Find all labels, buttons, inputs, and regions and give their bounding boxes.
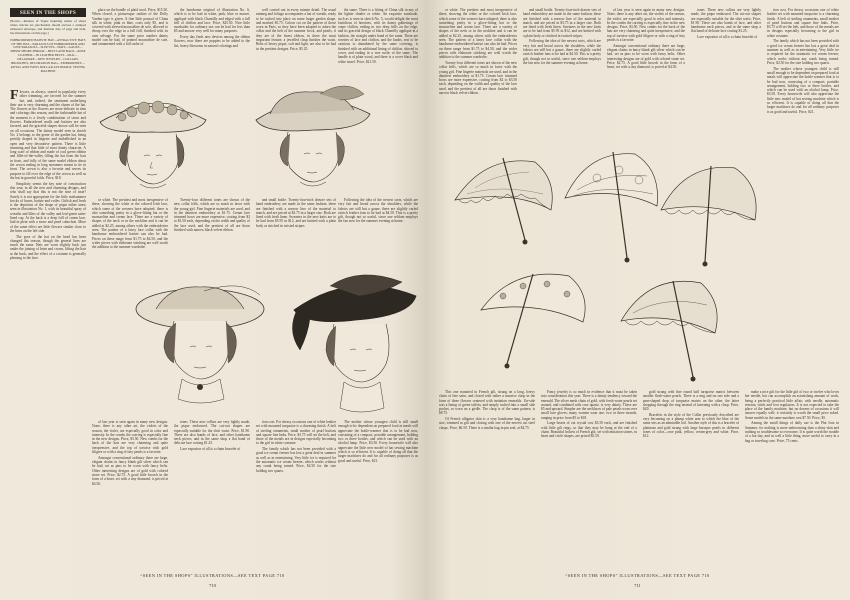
paragraph: tion cost. For dressy occasions one of white leather set with mounted turquoise is a charming finish. A belt of sterling ornaments, small mother of pearl buttons and square fine links. Price, $3.75 will set the belt, and those of the metals are in designs especially becoming to the girl in white costume. — [767, 8, 839, 38]
paragraph: place on the handle of plaid wool. Price, $15.50. When closed, a picturesque outline of the Dolly Varden type is given. A fine little parasol of China silk in white, pink or blue, costs only $5, and is covered with sleeved mousseline de soie, allowed to droop over the edge in a full frill, finished with its own selvage. For the same price another dainty model can be had, of printed mousseline de soie, and ornamented with a full ruche of — [92, 8, 168, 47]
parasol-illustration-1 — [445, 140, 565, 250]
paragraph: The mother whose youngest child is still small enough to be dependent on prepared food at meals will appreciate the bottle-warmer that is to be had now, consisting of a compact, portable arrangement, holding two or three bottles, and which can be used with an alcohol lamp. Price, $3.50. Every housewife will also appreciate the little new model of hat sewing machine which is so efficient. It is capable of doing all that the larger machines do and for all ordinary purposes is as good and useful. Price, $21. — [338, 420, 418, 463]
reader-notice: [Notice:—Readers of Vogue inquiring names of shops where articles are purchasable should enclose a stamped addressed envelope, and mention date of page and item. See illustrations on this page.] — [10, 19, 86, 35]
hat-illustration-4 — [290, 270, 420, 420]
paragraph: Lace expositor of all is a chain bracelet of — [697, 35, 758, 40]
right-column-3-top — [607, 8, 685, 128]
paragraph: Following the idea of the newest sorts, which are very fair and broad across the shoulders, while the fabrics are still but a gauze, there are slightly curled ostrich feather fans to be had at $4.50. This is a pretty gift, though not so useful, since one seldom employs the fan now for the summer evening at home. — [523, 39, 601, 65]
page-number: 710 — [209, 583, 216, 588]
right-page — [425, 0, 850, 600]
right-column-3-bottom — [643, 390, 739, 530]
paragraph: The family which has not been provided with a good ice cream freezer has lost a great deal in summer as well as in entertaining. Very little ice is required for the automatic ice cream freezer, which works without any crank being turned. Price, $2.50 for the size holding two quarts. — [767, 39, 839, 65]
paragraph: The pose of the hat on the head has been changed this season, though the general lines are much the same. Hats are worn slightly back just under the joining of brim and crown, lifting the hair at the back, and the effect of a costume is generally pleasing to the face. — [10, 234, 86, 261]
left-column-5-mid — [338, 198, 418, 278]
hat-illustration-3 — [130, 275, 270, 415]
paragraph: of last year is seen again in many new designs. None, there is any other art, the violets of the season, the violet, are especially good in color and intensity. In the combs the carving is especially fine in the new designs. Price, $3.50. New combs for the back of the hair are very charming and quite inexpensive, and the top of tortoise with gold filigree or with a ring of tiny pearls is a favorite. — [92, 420, 168, 455]
paragraph: Amongst conventional ordinary there are large, elegant chains in fancy blank gilt silver which can be had, set as pins to be worn with fancy belts. Other interesting designs are of gold with colored stone set. Price, $2.75. A good little brooch in the form of a heart, set with a tiny diamond, is priced at $4.50. — [607, 43, 685, 70]
right-column-2-top — [523, 8, 601, 128]
contents-list: EMBROIDERED BATISTE HAT—ATTRACTIVE HATS OF THE HAT—PARASOLS OF EMBROIDERED AND LINE PARASOLS—SLEEVES—HATS—GAUZE—SHEER SHORT-THROAT—BELTS AND BAGS—ROSE LEATHER—IN LEATHER BELTS—SILK—DELAWARE—NEW JEWELRY—COLLARS, BROOCHES, DECORATION BAG—EMBROIDERY—ROYAL AND SWISS DOLLAR AUTOMATIC SEWING MACHINE — [10, 37, 86, 73]
left-column-1 — [10, 90, 86, 500]
parasol-illustration-2 — [557, 140, 667, 265]
right-column-4-top — [691, 8, 761, 128]
paragraph: The family which has not been provided with a good ice cream freezer has lost a great deal in summer as well as in entertaining. Very little ice is required for the automatic ice cream freezer, which works without any crank being turned. Price, $2.50 for the size holding two quarts. — [256, 447, 336, 473]
paragraph: Simplicity seems the key note of construction this year, in all the new and charming designs, and who shall say that this is not the note of taste? Surely it is not appropriate for the little midsummer frocks of lawns, batiste and voiles. Girlish and fresh is the depiction of the shape of pique either straw seen in illustration No. 1, with its beautiful spray of wreaths and lilies of the valley and leaf-green satin-lined cap. At the back is a deep frill of cream lace, laid in pleat with a straw and pearl cabochon. More of the same effect are little flowers similar close to the brim on the left side. — [10, 181, 86, 233]
paragraph: Amongst conventional ordinary there are large, elegant chains in fancy blank gilt silver which can be had, set as pins to be worn with fancy belts. Other interesting designs are of gold with colored stone set. Price, $2.75. A good little brooch in the form of a heart, set with a tiny diamond, is priced at $4.50. — [92, 455, 168, 486]
left-column-4-bottom — [256, 420, 336, 530]
hat-illustration-1 — [92, 70, 212, 195]
paragraph: the handsome original of illustration No. 6, which is to be had in white, pink, blue or mauve, appliqué with black Chantilly and edged with a full frill of chiffon and lace. Price, $25.50. Nice little sunshades for ordinary use can be had for less than $5 and answer very well for many purposes. — [174, 8, 250, 34]
section-title-box: SEEN IN THE SHOPS — [10, 8, 86, 17]
left-column-3-top — [174, 8, 250, 68]
paragraph: Of French alligator skin is a very handsome bag, larger in size, trimmed in gilt and closing with one of the newest cut steel clasps. Price, $6.50. There is a similar bag in pin seal, at $4.75. — [439, 417, 535, 430]
paragraph: the same. There is a fitting of China silk in any of the lighter shades or white. An exquisite sunshade, such as is seen in sketch No. 5, would delight the most fastidious of heroines, with its dainty gatherings of crepe chiffon, ending in two deep frills on the edge, and its graceful design of black Chantilly appliqué in a fashion, the straight under band of the same. There are rosettes of lace and chiffon, and the knobs, rest to be cautious to abandoned by the same covering, is finished with an additional lining of chiffon, shirred to cover, and ending in a wee ruche of the same. The handle is of plain wood, and there is a cover black and white tassel. Price, $21.50. — [338, 8, 418, 64]
right-column-1-top — [439, 8, 517, 128]
left-column-2-top — [92, 8, 168, 68]
left-column-5-top — [338, 8, 418, 68]
article-intro: lowers, as always, seared in popularity every other trimming, are favored for the summer hat, and, indeed, the sentiment underlying their use is very charming and the charm of the hat. The flowers in the flowers are more delicate in tints and colorings this season, and the fashionable hat of the moment is a lovely combination of straw and flowers. Embroidered mulls and batistes are also favored, and the graceful shapes shown will be seen on all occasions. The dainty model seen in sketch No. 2 belongs to the genre of the garden hat, being prettily draped in lingerie and embellished in an open and very decorative pattern. There is little trimming and that little of most dainty character. A long scarf of ribbon and made of cool green ribbon and fillet-of-the-valley filling the hat from the hair in front, and fully of the same model ribbon about the crown ending in long streamers meant to tie in front. The crown is also a favorite and serves its purpose to fill over the edge of the crown as well as the hat in graceful folds. Price, $18. — [10, 90, 86, 180]
drop-cap: F — [10, 90, 19, 103]
hat-illustration-2 — [250, 70, 375, 195]
right-column-2-bottom — [541, 390, 637, 530]
paragraph: or white. The prettiest and most inexpensive of these, showing the white or the colored Irish lace, which some of the wearers have adopted; there is also something pretty in a glove-fitting hat or the mousseline and cream lace. There are a variety of shapes of the neck or in the neckline and it can be added at $2.25, among others with the embroideries seen. The pattern of a fancy lace collar with the handsome embroidered batiste can also be had. Prices on these range from $1.75 to $4.50, and the wider pieces with elaborate stitching are well worth the addition to the summer wardrobe. — [439, 8, 517, 60]
paragraph: Following the idea of the newest sorts, which are very fair and broad across the shoulders, while the fabrics are still but a gauze, there are slightly curled ostrich feather fans to be had at $4.50. This is a pretty gift, though not so useful, since one seldom employs the fan now for the summer evening at home. — [338, 198, 418, 224]
paragraph: The mother whose youngest child is still small enough to be dependent on prepared food at meals will appreciate the bottle-warmer that is to be had now, consisting of a compact, portable arrangement, holding two or three bottles, and which can be used with an alcohol lamp. Price, $3.50. Every housewife will also appreciate the little new model of hat sewing machine which is so efficient. It is capable of doing all that the larger machines do and for all ordinary purposes is as good and useful. Price, $21. — [767, 66, 839, 114]
section-header — [10, 8, 86, 74]
right-column-5-top — [767, 8, 839, 238]
paragraph: Fancy jewelry is so much in evidence that it must be taken into consideration this year. There is a dainty tendency toward the emerald. The silver mesh chain of gold, with fresh-water pearls set around, and combined with rose quartz, is very dainty. These are $5 and upward. Simpler are the necklaces of pale pearls worn over small lace gloves; many women wear one, two or three strands, ranging in price from $5 to $18. — [541, 390, 637, 420]
parasol-illustration-5 — [615, 265, 725, 385]
paragraph: Every day finds new devices among the ribbon flowers; now there are poppies to be added to the list, heavy blossoms in natural colorings and — [174, 35, 250, 48]
right-column-4-bottom — [745, 390, 839, 530]
paragraph: Lace expositor of all is a chain bracelet of — [180, 447, 241, 452]
illustrations-caption: “SEEN IN THE SHOPS” ILLUSTRATIONS—SEE TEXT PAGE 710 — [565, 573, 710, 578]
parasol-illustration-3 — [655, 150, 765, 270]
paragraph: make a nice gift for the little girl of two or twelve who loves her needle, but can accomplish an astonishing amount of work, being a perfectly practical little affair, with needle, automatic tension, stitch and foot regulators. It is not expected to take the place of the family machine, but on dozens of occasions it will answer equally well; it certainly is worth the small price asked. Some models in the same machine cost $7.50. Price, $5. — [745, 390, 839, 420]
illustrations-caption: “SEEN IN THE SHOPS” ILLUSTRATIONS—SEE TEXT PAGE 710 — [140, 573, 285, 578]
paragraph: Twenty-four different tones are shown of the new collar frills, which are so much in favor with the young girl. Fine lingerie materials are used, and in the daintiest embroidery at $1.75. Cream lace trimmed bows are more expensive, costing from $2 to $3.50 each, depending on the width and quality of the lace used, and the prettiest of all are those finished with narrow black velvet ribbon. — [174, 198, 250, 233]
paragraph: and small bottle. Twenty-four-inch drawer sets of hand embroidery are made in the same fashion; these are finished with a narrow line of the material to match, and are priced at $3.75 in a larger size. Both are lined with fresh linen. Sweaters in the new knits are to be had from $5.95 in $12, and are knitted with a plain body or stitched in twisted stripes. — [523, 8, 601, 38]
paragraph: or white. The prettiest and most inexpensive of these, showing the white or the colored Irish lace, which some of the wearers have adopted; there is also something pretty in a glove-fitting hat or the mousseline and cream lace. There are a variety of shapes of the neck or in the neckline and it can be added at $2.25, among others with the embroideries seen. The pattern of a fancy lace collar with the handsome embroidered batiste can also be had. Prices on these range from $1.75 to $4.50, and the wider pieces with elaborate stitching are well worth the addition to the summer wardrobe. — [92, 198, 168, 250]
page-number: 711 — [634, 583, 641, 588]
right-column-1-bottom — [439, 390, 535, 530]
left-column-4-mid — [256, 198, 336, 278]
paragraph: Twenty-four different tones are shown of the new collar frills, which are so much in favor with the young girl. Fine lingerie materials are used, and in the daintiest embroidery at $1.75. Cream lace trimmed bows are more expensive, costing from $2 to $3.50 each, depending on the width and quality of the lace used, and the prettiest of all are those finished with narrow black velvet ribbon. — [439, 60, 517, 96]
paragraph: and small bottle. Twenty-four-inch drawer sets of hand embroidery are made in the same fashion; these are finished with a narrow line of the material to match, and are priced at $3.75 in a larger size. Both are lined with fresh linen. Sweaters in the new knits are to be had from $5.95 in $12, and are knitted with a plain body or stitched in twisted stripes. — [256, 198, 336, 228]
paragraph: gold strung with fine round ball turquoise matrix between smaller flush-water pearls. There is a ring and on one side and a pear-shaped drop of turquoise matrix on the other, the latter dropping through the ring instead of fastening with a clasp. Price, $20. — [643, 390, 739, 412]
paragraph: Among the small things of daily use is the Flat Iron in Summer, for nothing is more unbecoming than a shiny skin and nothing so troublesome to overcome. It is quite worth the trouble of a hot day, and as well a little thing, more useful to carry in a bag or traveling case. Price, 75 cents. — [745, 421, 839, 443]
left-column-2-mid — [92, 198, 168, 278]
paragraph: This one mounted in French gilt, strung on a long, heavy chain of fine satin, and closed with rather a massive clasp in the form of three flowers centered with imitation emeralds. Un-side was a lining of green taffeta, and simply tucked into a small side pocket, or worn on a girdle. The clasp is of the same pattern, is $8.75. — [439, 390, 535, 416]
parasol-illustration-4 — [473, 260, 593, 370]
left-column-5-bottom — [338, 420, 418, 530]
left-column-4-top — [256, 8, 336, 68]
paragraph: of last year is seen again in many new designs. None, there is any other art, the violets of the season, the violet, are especially good in color and intensity. In the combs the carving is especially fine in the new designs. Price, $3.50. New combs for the back of the hair are very charming and quite inexpensive, and the top of tortoise with gold filigree or with a ring of tiny pearls is a favorite. — [607, 8, 685, 43]
paragraph: Large hearts of cut crystal cost $3.50 each, and are finished with little gilt rings, so that they may be hung at the end of a chain. Beautiful lockets of French gilt, set with imitation stones, in heart and circle shapes, are priced $5.50. — [541, 421, 637, 439]
paragraph: well carried out in every minute detail. The usual nutmeg and foliage accompanies a hat of wreath, ready to be tucked into place on some larger garden shape, and marked $5.75. Colour cut on the pattern of those worn in Paris, so they have been adapted to adorn the collar and the belt of the summer frock, and pearls, if they are of the finest ribbon, in these the most important feature, a jewelled clasp finishes the waist. Belts of heavy pique, soft and light, are also to be had in the prettiest designs. Price, $5.25. — [256, 8, 336, 51]
left-column-3-mid — [174, 198, 250, 278]
left-column-2-bottom — [92, 420, 168, 530]
left-column-3-bottom — [174, 420, 250, 530]
paragraph: tones. These new collars are very lightly made, the pique embossed. The cut-out shapes are especially suitable for the shirt waist. Price, $1.90. There are also bands of lace, and other handsome neck pieces, and in the same shop a flat band of delicate lace costing $1.25. — [691, 8, 761, 34]
paragraph: Bracelets in the style of the Collar previously described are very becoming on a plump white arm to which the blue of the same sets as an admirable foil. Another style of this is a bracelet of platinum and gold strung with large baroque pearls in different tones of color—rose pink, yellow, cream-grey and white. Price, $12. — [643, 412, 739, 439]
paragraph: tones. These new collars are very lightly made, the pique embossed. The cut-out shapes are especially suitable for the shirt waist. Price, $1.90. There are also bands of lace, and other handsome neck pieces, and in the same shop a flat band of delicate lace costing $1.25. — [174, 420, 250, 446]
paragraph: tion cost. For dressy occasions one of white leather set with mounted turquoise is a charming finish. A belt of sterling ornaments, small mother of pearl buttons and square fine links. Price, $3.75 will set the belt, and those of the metals are in designs especially becoming to the girl in white costume. — [256, 420, 336, 446]
